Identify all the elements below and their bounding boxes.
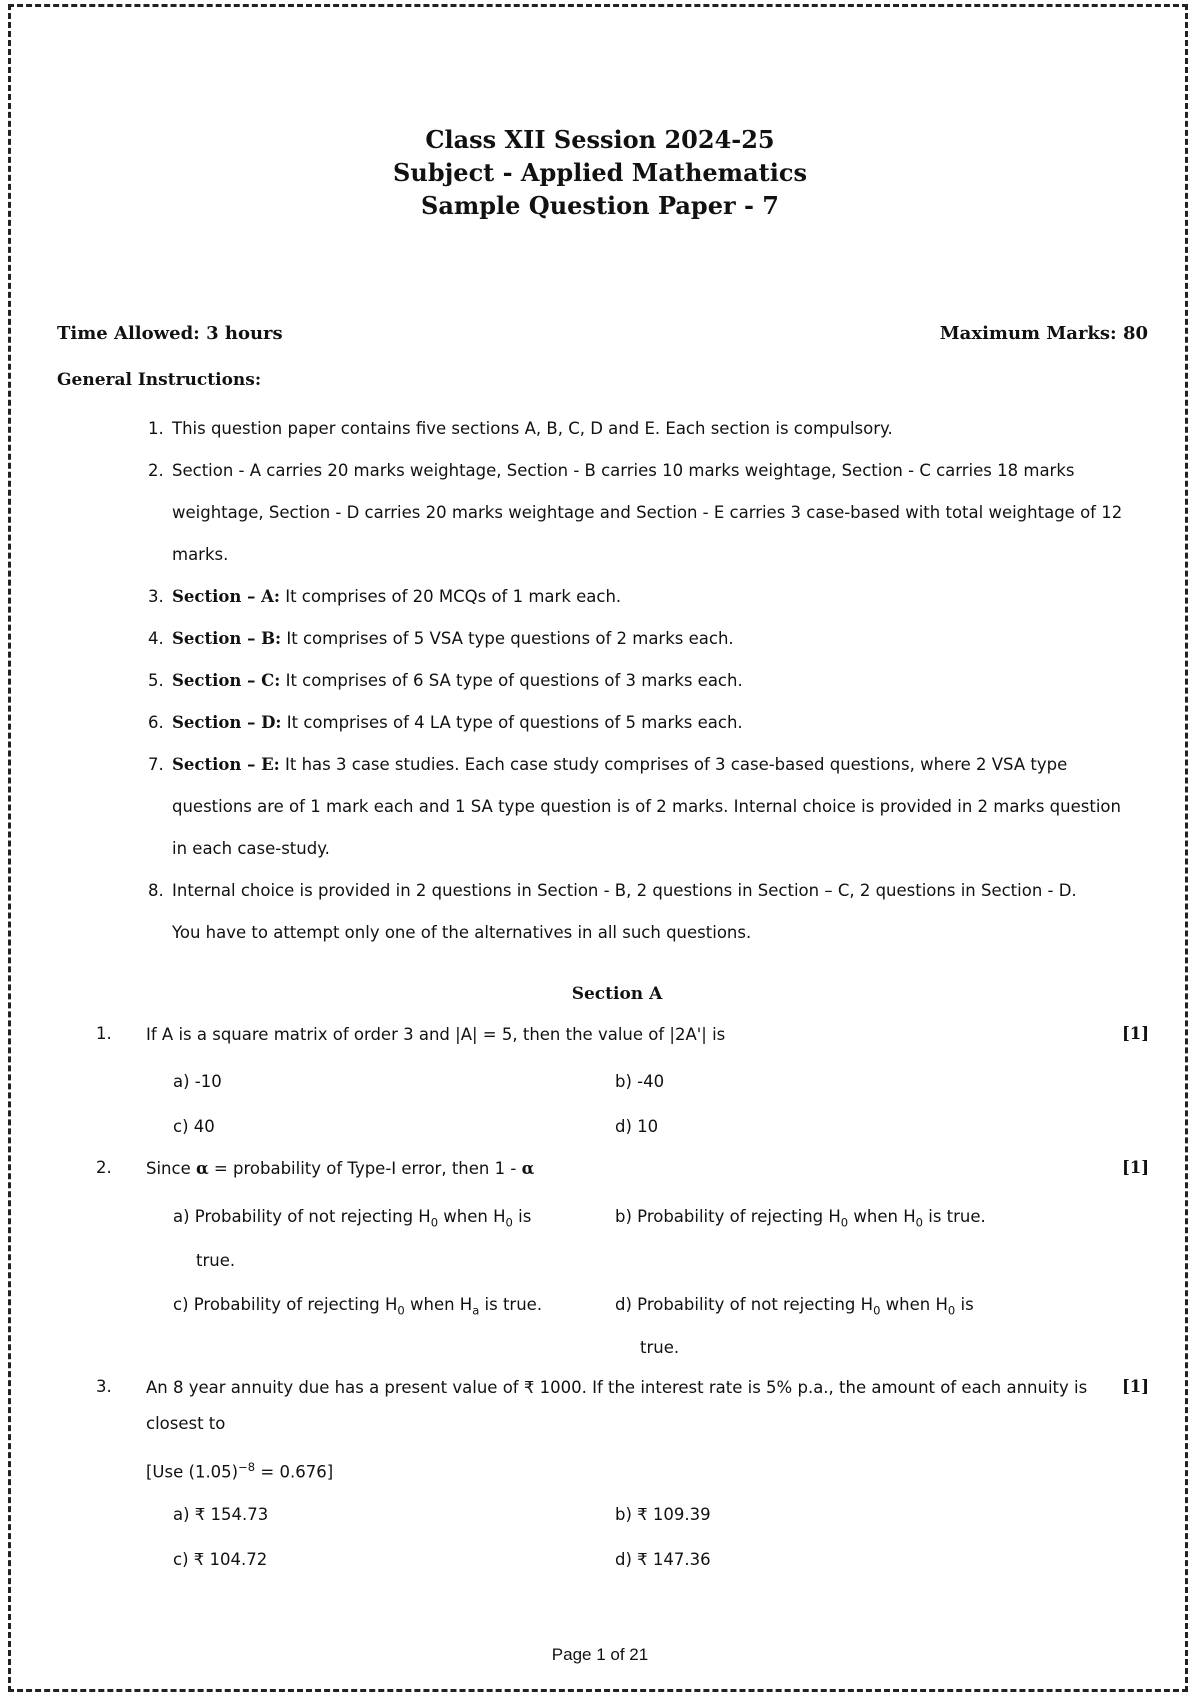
option-d[interactable]: d) 10 [615,1117,659,1136]
instruction-item: 5. Section – C: It comprises of 6 SA type of questions of 3 marks each. [148,671,743,690]
instruction-cont: You have to attempt only one of the alternatives in all such questions. [172,923,752,942]
instruction-cont: marks. [172,545,229,564]
option-a[interactable]: a) ₹ 154.73 [173,1505,269,1524]
title-paper: Sample Question Paper - 7 [421,191,779,220]
time-allowed: Time Allowed: 3 hours [57,323,283,344]
option-d[interactable]: d) Probability of not rejecting $H_0$ when $H_0$ is [615,1295,974,1318]
maximum-marks: Maximum Marks: 80 [939,323,1148,344]
instruction-cont: in each case-study. [172,839,330,858]
question-number: 2. [96,1158,112,1177]
instructions-list [148,408,1146,954]
title-subject: Subject - Applied Mathematics [393,158,807,187]
paper-title [0,123,1200,222]
instruction-cont: weightage, Section - D carries 20 marks weightage and Section - E carries 3 case-based with total weightage of 12 [172,503,1123,522]
option-a-cont: true. [196,1251,236,1270]
section-a-heading: Section A [571,984,663,1004]
option-c[interactable]: c) ₹ 104.72 [173,1550,268,1569]
question-hint: [Use $(1.05)^{-8} = 0.676$] [146,1460,334,1482]
option-a[interactable]: a) -10 [173,1072,222,1091]
instruction-item: 2. Section - A carries 20 marks weightage, Section - B carries 10 marks weightage, Section - C carries 18 marks [148,461,1075,480]
option-b[interactable]: b) ₹ 109.39 [615,1505,711,1524]
instruction-item: 1. This question paper contains five sections A, B, C, D and E. Each section is compulsory. [148,419,893,438]
instruction-item: 4. Section – B: It comprises of 5 VSA type questions of 2 marks each. [148,629,734,648]
instruction-item: 6. Section – D: It comprises of 4 LA type of questions of 5 marks each. [148,713,743,732]
question-number: 3. [96,1377,112,1396]
question-text-cont: closest to [146,1414,226,1433]
instructions-heading: General Instructions: [57,370,262,390]
instruction-item: 3. Section – A: It comprises of 20 MCQs of 1 mark each. [148,587,622,606]
option-d[interactable]: d) ₹ 147.36 [615,1550,711,1569]
title-class-session: Class XII Session 2024-25 [425,125,775,154]
instruction-cont: questions are of 1 mark each and 1 SA type question is of 2 marks. Internal choice is provided in 2 marks question [172,797,1121,816]
page-footer: Page 1 of 21 [551,1645,649,1664]
option-a[interactable]: a) Probability of not rejecting $H_0$ when $H_0$ is [173,1207,532,1230]
question-number: 1. [96,1024,112,1043]
question-text: An 8 year annuity due has a present value of ₹ 1000. If the interest rate is 5% p.a., the amount of each annuity is [146,1378,1088,1397]
question-marks: [1] [1122,1158,1150,1177]
option-b[interactable]: b) -40 [615,1072,665,1091]
option-b[interactable]: b) Probability of rejecting $H_0$ when $H_0$ is true. [615,1207,986,1230]
question-marks: [1] [1122,1024,1150,1043]
instruction-item: 7. Section – E: It has 3 case studies. Each case study comprises of 3 case-based questions, where 2 VSA type [148,755,1068,774]
question-text: Since α = probability of Type-I error, then 1 - α [146,1159,535,1178]
option-d-cont: true. [640,1338,680,1357]
question-marks: [1] [1122,1377,1150,1396]
option-c[interactable]: c) 40 [173,1117,215,1136]
question-text: If A is a square matrix of order 3 and |A| = 5, then the value of |2A'| is [146,1025,726,1044]
instruction-item: 8. Internal choice is provided in 2 questions in Section - B, 2 questions in Section – C, 2 questions in Section - D. [148,881,1077,900]
option-c[interactable]: c) Probability of rejecting $H_0$ when $H_a$ is true. [173,1295,543,1318]
